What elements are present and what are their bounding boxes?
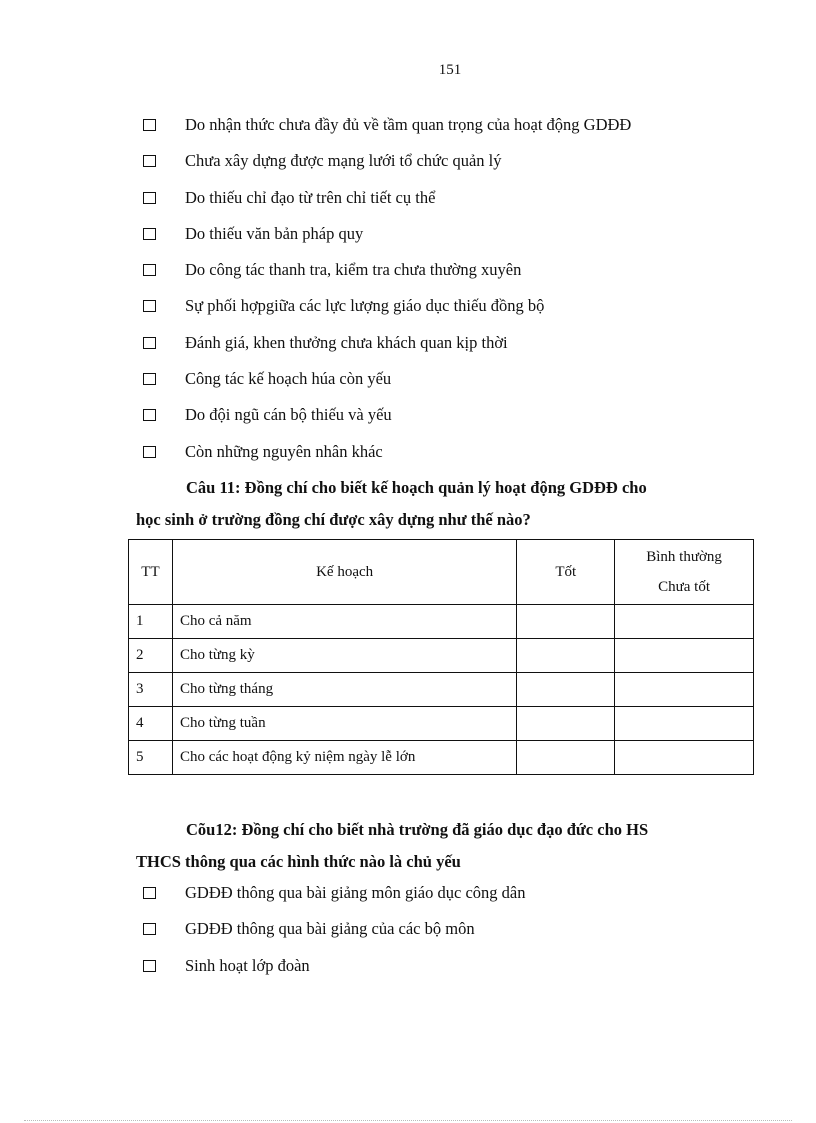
checklist-label: Do nhận thức chưa đầy đủ về tầm quan trọng của hoạt động GDĐĐ — [185, 115, 632, 134]
checkbox[interactable] — [143, 960, 156, 972]
cell-tt: 2 — [129, 639, 173, 673]
cell-tt: 3 — [129, 673, 173, 707]
checkbox[interactable] — [143, 192, 156, 204]
checklist-label: Do công tác thanh tra, kiểm tra chưa thường xuyên — [185, 260, 522, 280]
cell-tt: 5 — [129, 741, 173, 775]
header-bad: Chưa tốt — [658, 579, 711, 595]
cell-plan: Cho các hoạt động kỷ niệm ngày lễ lớn — [172, 741, 516, 775]
cell-tt: 1 — [129, 605, 173, 639]
checkbox[interactable] — [143, 300, 156, 312]
checklist-item — [143, 223, 783, 264]
cell-good[interactable] — [517, 673, 615, 707]
forms-checklist — [143, 883, 783, 996]
header-normal: Bình thường — [646, 549, 722, 565]
checklist-label: Còn những nguyên nhân khác — [185, 441, 383, 461]
checklist-label: Do thiếu văn bản pháp quy — [185, 223, 364, 243]
reasons-checklist — [143, 115, 783, 482]
plan-table — [128, 539, 754, 775]
page-number: 151 — [438, 62, 462, 78]
question-11-line-1: Câu 11: Đồng chí cho biết kế hoạch quản lý hoạt động GDĐĐ cho — [186, 478, 647, 497]
checklist-label: Sự phối hợpgiữa các lực lượng giáo dục thiếu đồng bộ — [185, 296, 545, 316]
checkbox[interactable] — [143, 228, 156, 240]
checklist-label: Do đội ngũ cán bộ thiếu và yếu — [185, 405, 392, 425]
checklist-label: Chưa xây dựng được mạng lưới tổ chức quản lý — [185, 151, 502, 171]
checklist-label: Công tác kế hoạch húa còn yếu — [185, 369, 392, 389]
table-row — [129, 639, 754, 673]
header-normal-bad — [615, 540, 754, 605]
checklist-item — [143, 405, 783, 445]
checklist-item — [143, 955, 783, 996]
cell-normal[interactable] — [615, 707, 754, 741]
table-row — [129, 673, 754, 707]
checklist-item — [143, 369, 783, 409]
checklist-item — [143, 187, 783, 228]
checklist-item — [143, 151, 783, 191]
question-12-line-2: THCS thông qua các hình thức nào là chủ yếu — [136, 852, 461, 871]
checkbox[interactable] — [143, 409, 156, 421]
checklist-item — [143, 441, 783, 482]
checklist-item — [143, 296, 783, 336]
checklist-item — [143, 115, 783, 155]
checklist-item — [143, 260, 783, 300]
checkbox[interactable] — [143, 119, 156, 131]
checklist-label: Đánh giá, khen thưởng chưa khách quan kịp thời — [185, 332, 508, 352]
cell-plan: Cho cả năm — [172, 605, 516, 639]
checkbox[interactable] — [143, 373, 156, 385]
question-11-line-2: học sinh ở trường đồng chí được xây dựng như thế nào? — [136, 510, 531, 529]
checklist-label: GDĐĐ thông qua bài giảng của các bộ môn — [185, 919, 475, 939]
cell-good[interactable] — [517, 741, 615, 775]
checkbox[interactable] — [143, 264, 156, 276]
checklist-label: Sinh hoạt lớp đoàn — [185, 955, 310, 975]
checkbox[interactable] — [143, 923, 156, 935]
cell-good[interactable] — [517, 639, 615, 673]
table-row — [129, 707, 754, 741]
table-row — [129, 605, 754, 639]
cell-plan: Cho từng kỳ — [172, 639, 516, 673]
table-row — [129, 741, 754, 775]
cell-tt: 4 — [129, 707, 173, 741]
page-bottom-divider — [24, 1120, 792, 1121]
cell-normal[interactable] — [615, 605, 754, 639]
table-header-row — [129, 540, 754, 605]
checklist-label: GDĐĐ thông qua bài giảng môn giáo dục công dân — [185, 883, 526, 902]
checkbox[interactable] — [143, 337, 156, 349]
cell-normal[interactable] — [615, 673, 754, 707]
checklist-item — [143, 919, 783, 959]
header-tt: TT — [129, 540, 173, 605]
checklist-item — [143, 883, 783, 923]
header-plan: Kế hoạch — [172, 540, 516, 605]
header-good: Tốt — [517, 540, 615, 605]
checkbox[interactable] — [143, 446, 156, 458]
cell-plan: Cho từng tháng — [172, 673, 516, 707]
checklist-label: Do thiếu chỉ đạo từ trên chỉ tiết cụ thể — [185, 187, 436, 207]
checklist-item — [143, 332, 783, 373]
cell-good[interactable] — [517, 707, 615, 741]
cell-normal[interactable] — [615, 741, 754, 775]
cell-normal[interactable] — [615, 639, 754, 673]
checkbox[interactable] — [143, 887, 156, 899]
question-12-line-1: Cõu12: Đồng chí cho biết nhà trường đã giáo dục đạo đức cho HS — [186, 820, 649, 839]
checkbox[interactable] — [143, 155, 156, 167]
cell-good[interactable] — [517, 605, 615, 639]
cell-plan: Cho từng tuần — [172, 707, 516, 741]
